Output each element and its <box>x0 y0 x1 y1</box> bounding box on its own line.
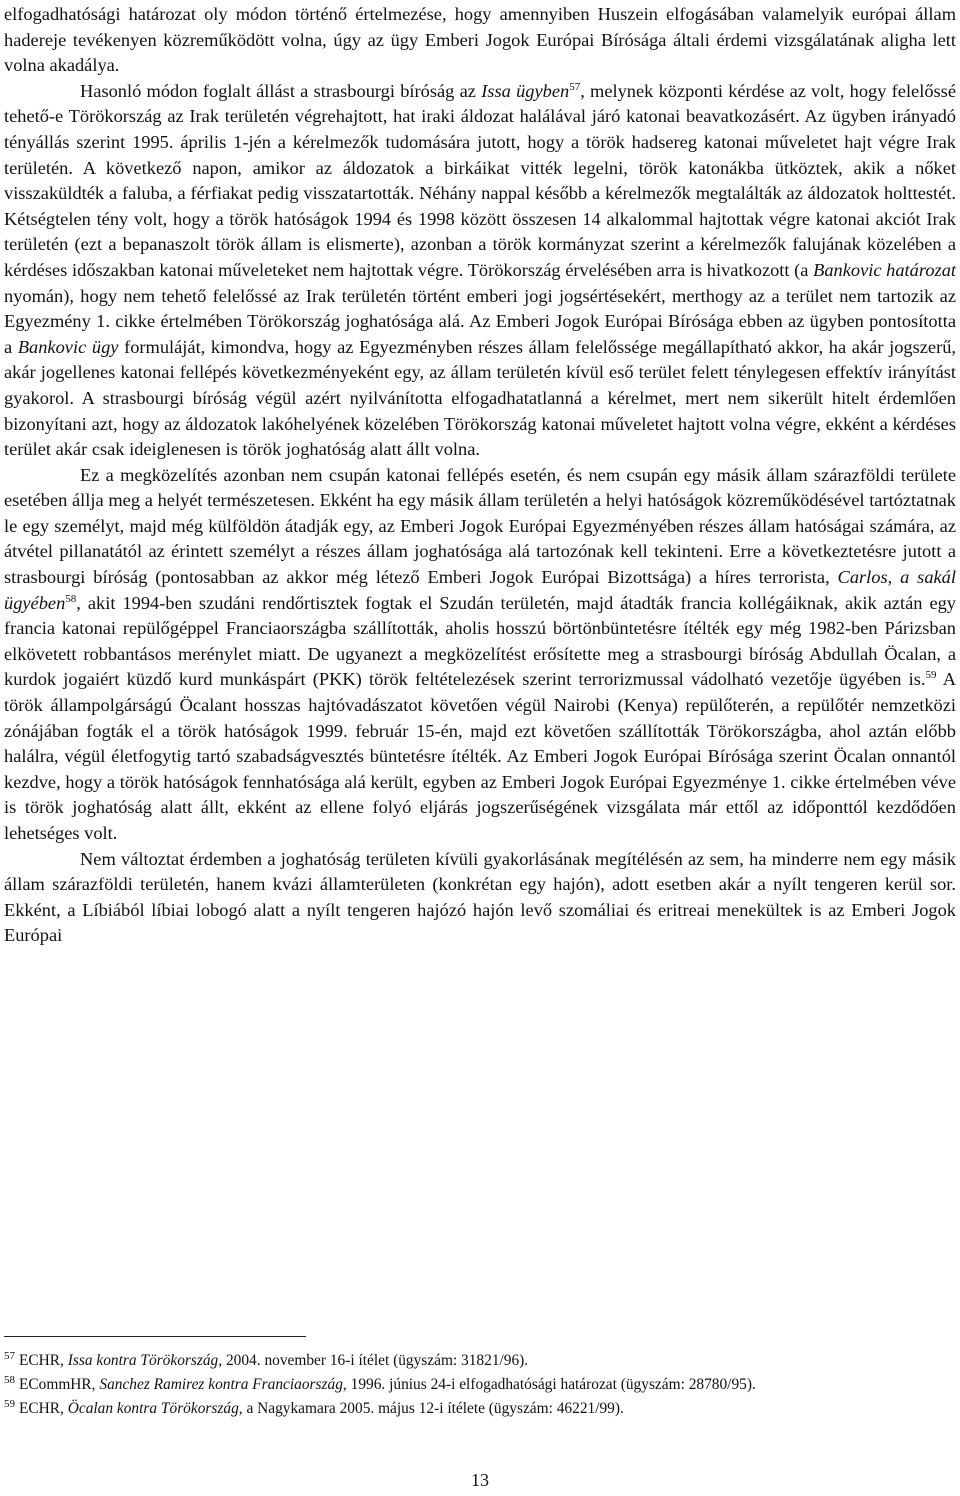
page-number: 13 <box>471 1470 489 1490</box>
text-run: , 2004. november 16-i ítélet (ügyszám: 31821/96). <box>218 1352 529 1369</box>
footnote-ref: 58 <box>65 592 77 605</box>
text-run: A török állampolgárságú Öcalant hosszas hajtóvadászatot követően végül Nairobi (Kenya) repülőterén, a repülőtér nemzetközi zónájában fogták el a török hatóságok 1999. február 15-én, majd ezt követően szállították Törökországba, ahol aztán előbb halálra, végül életfogytig tartó szabadságvesztés büntetésre ítélték. Az Emberi Jogok Európai Bírósága szerint Öcalan onnantól kezdve, hogy a török hatóságok fennhatósága alá került, egyben az Emberi Jogok Európai Egyezménye 1. cikke értelmében véve is török joghatóság alatt állt, ekként az ellene folyó eljárás jogszerűségének vizsgálata már ettől az időponttól kezdődően lehetséges volt. <box>4 669 956 843</box>
italic-text: Bankovic határozat <box>813 259 956 280</box>
text-run: , 1996. június 24-i elfogadhatósági határozat (ügyszám: 28780/95). <box>342 1376 756 1393</box>
text-run: elfogadhatósági határozat oly módon történő értelmezése, hogy amennyiben Huszein elfogásában valamelyik európai állam hadereje tevékenyen közreműködött volna, úgy az ügy Emberi Jogok Európai Bírósága általi érdemi vizsgálatának aligha lett volna akadálya. <box>4 4 956 76</box>
italic-text: Öcalan kontra Törökország <box>67 1400 239 1417</box>
text-run: formuláját, kimondva, hogy az Egyezményben részes állam felelőssége megállapítható akkor, ha akár jogszerű, akár jogellenes katonai fellépés következményeként egy, az állam területén kívül eső terület felett ténylegesen effektív irányítást gyakorol. A strasbourgi bíróság végül azért nyilvánította elfogadhatatlanná a kérelmet, mert nem sikerült hitelt érdemlően bizonyítani azt, hogy az áldozatok lakóhelyének közelében Törökország katonai műveletet hajtott volna végre, ekként a kérdéses terület akár csak ideiglenesen is török joghatóság alatt állt volna. <box>4 336 956 460</box>
footnote-number: 58 <box>4 1373 15 1386</box>
paragraph <box>4 463 956 847</box>
text-run: ECommHR, <box>19 1376 100 1393</box>
text-run: , a Nagykamara 2005. május 12-i ítélete (ügyszám: 46221/99). <box>238 1400 624 1417</box>
text-run: , melynek központi kérdése az volt, hogy felelőssé tehető-e Törökország az Irak területén végrehajtott, hat iraki áldozat halálával járó katonai beavatkozásért. Az ügyben irányadó tényállás szerint 1995. április 1-jén a kérelmezők tudomására jutott, hogy a török hadsereg katonai műveletet hajt végre Irak területén. A következő napon, amikor az áldozatok a birkáikat vitték legelni, török katonákba ütköztek, akik a nőket visszaküldték a faluba, a férfiakat pedig visszatartották. Néhány nappal később a kérelmezők megtalálták az áldozatok holttestét. Kétségtelen tény volt, hogy a török hatóságok 1994 és 1998 között összesen 14 alkalommal hajtottak végre katonai akciót Irak területén (ezt a bepanaszolt török állam is elismerte), azonban a török kormányzat szerint a kérelmezők falujának közelében a kérdéses időszakban katonai műveleteket nem hajtottak végre. Törökország érvelésében arra is hivatkozott (a <box>4 80 956 280</box>
footnote-ref: 59 <box>925 669 937 682</box>
text-run: , akit 1994-ben szudáni rendőrtisztek fogtak el Szudán területén, majd átadták francia kollégáiknak, akik aztán egy francia katonai repülőgéppel Franciaországba szállították, aholis hosszú börtönbüntetésre ítélték egy még 1982-ben Párizsban elkövetett robbantásos merénylet miatt. De ugyanezt a megközelítést erősítette meg a strasbourgi bíróság Abdullah Öcalan, a kurdok jogaiért küzdő kurd munkáspárt (PKK) török feltételezések szerint terrorizmussal vádolható vezetője ügyében is. <box>4 592 956 690</box>
italic-text: Issa ügyben <box>481 80 570 101</box>
paragraph <box>4 847 956 949</box>
footnote <box>4 1349 956 1373</box>
footnote-number: 57 <box>4 1349 15 1362</box>
footnote <box>4 1397 956 1421</box>
text-run: Nem változtat érdemben a joghatóság területen kívüli gyakorlásának megítélésén az sem, ha minderre nem egy másik állam szárazföldi területén, hanem kvázi államterületen (konkrétan egy hajón), adott esetben akár a nyílt tengeren kerül sor. Ekként, a Líbiából líbiai lobogó alatt a nyílt tengeren hajózó hajón levő szomáliai és eritreai menekültek is az Emberi Jogok Európai <box>4 848 956 946</box>
text-run: ECHR, <box>19 1400 68 1417</box>
italic-text: Carlos, a sakál ügyében <box>4 567 956 613</box>
footnote-ref: 57 <box>569 80 581 93</box>
paragraph <box>4 79 956 463</box>
paragraph <box>4 2 956 79</box>
footnote <box>4 1373 956 1397</box>
text-run: Hasonló módon foglalt állást a strasbourgi bíróság az <box>80 80 482 101</box>
italic-text: Bankovic ügy <box>17 336 119 357</box>
text-run: ECHR, <box>19 1352 68 1369</box>
italic-text: Issa kontra Törökország <box>67 1352 219 1369</box>
text-run: Ez a megközelítés azonban nem csupán katonai fellépés esetén, és nem csupán egy másik állam szárazföldi területe esetében állja meg a helyét természetesen. Ekként ha egy másik állam területén a helyi hatóságok közreműködésével tartóztatnak le egy személyt, majd még külföldön átadják egy, az Emberi Jogok Európai Egyezményében részes állam hatóságai számára, az átvétel pillanatától az érintett személyt a részes állam joghatósága alá tartozónak kell tekinteni. Erre a következtetésre jutott a strasbourgi bíróság (pontosabban az akkor még létező Emberi Jogok Európai Bizottsága) a híres terrorista, <box>4 464 956 588</box>
body-text <box>4 2 956 949</box>
text-run: nyomán), hogy nem tehető felelőssé az Irak területén történt emberi jogi jogsértésekért, merthogy az a terület nem tartozik az Egyezmény 1. cikke értelmében Törökország joghatósága alá. Az Emberi Jogok Európai Bírósága ebben az ügyben pontosította a <box>4 285 956 357</box>
italic-text: Sanchez Ramirez kontra Franciaország <box>99 1376 343 1393</box>
footnote-separator <box>4 1336 306 1337</box>
footnote-number: 59 <box>4 1397 15 1410</box>
footnotes <box>4 1349 956 1421</box>
